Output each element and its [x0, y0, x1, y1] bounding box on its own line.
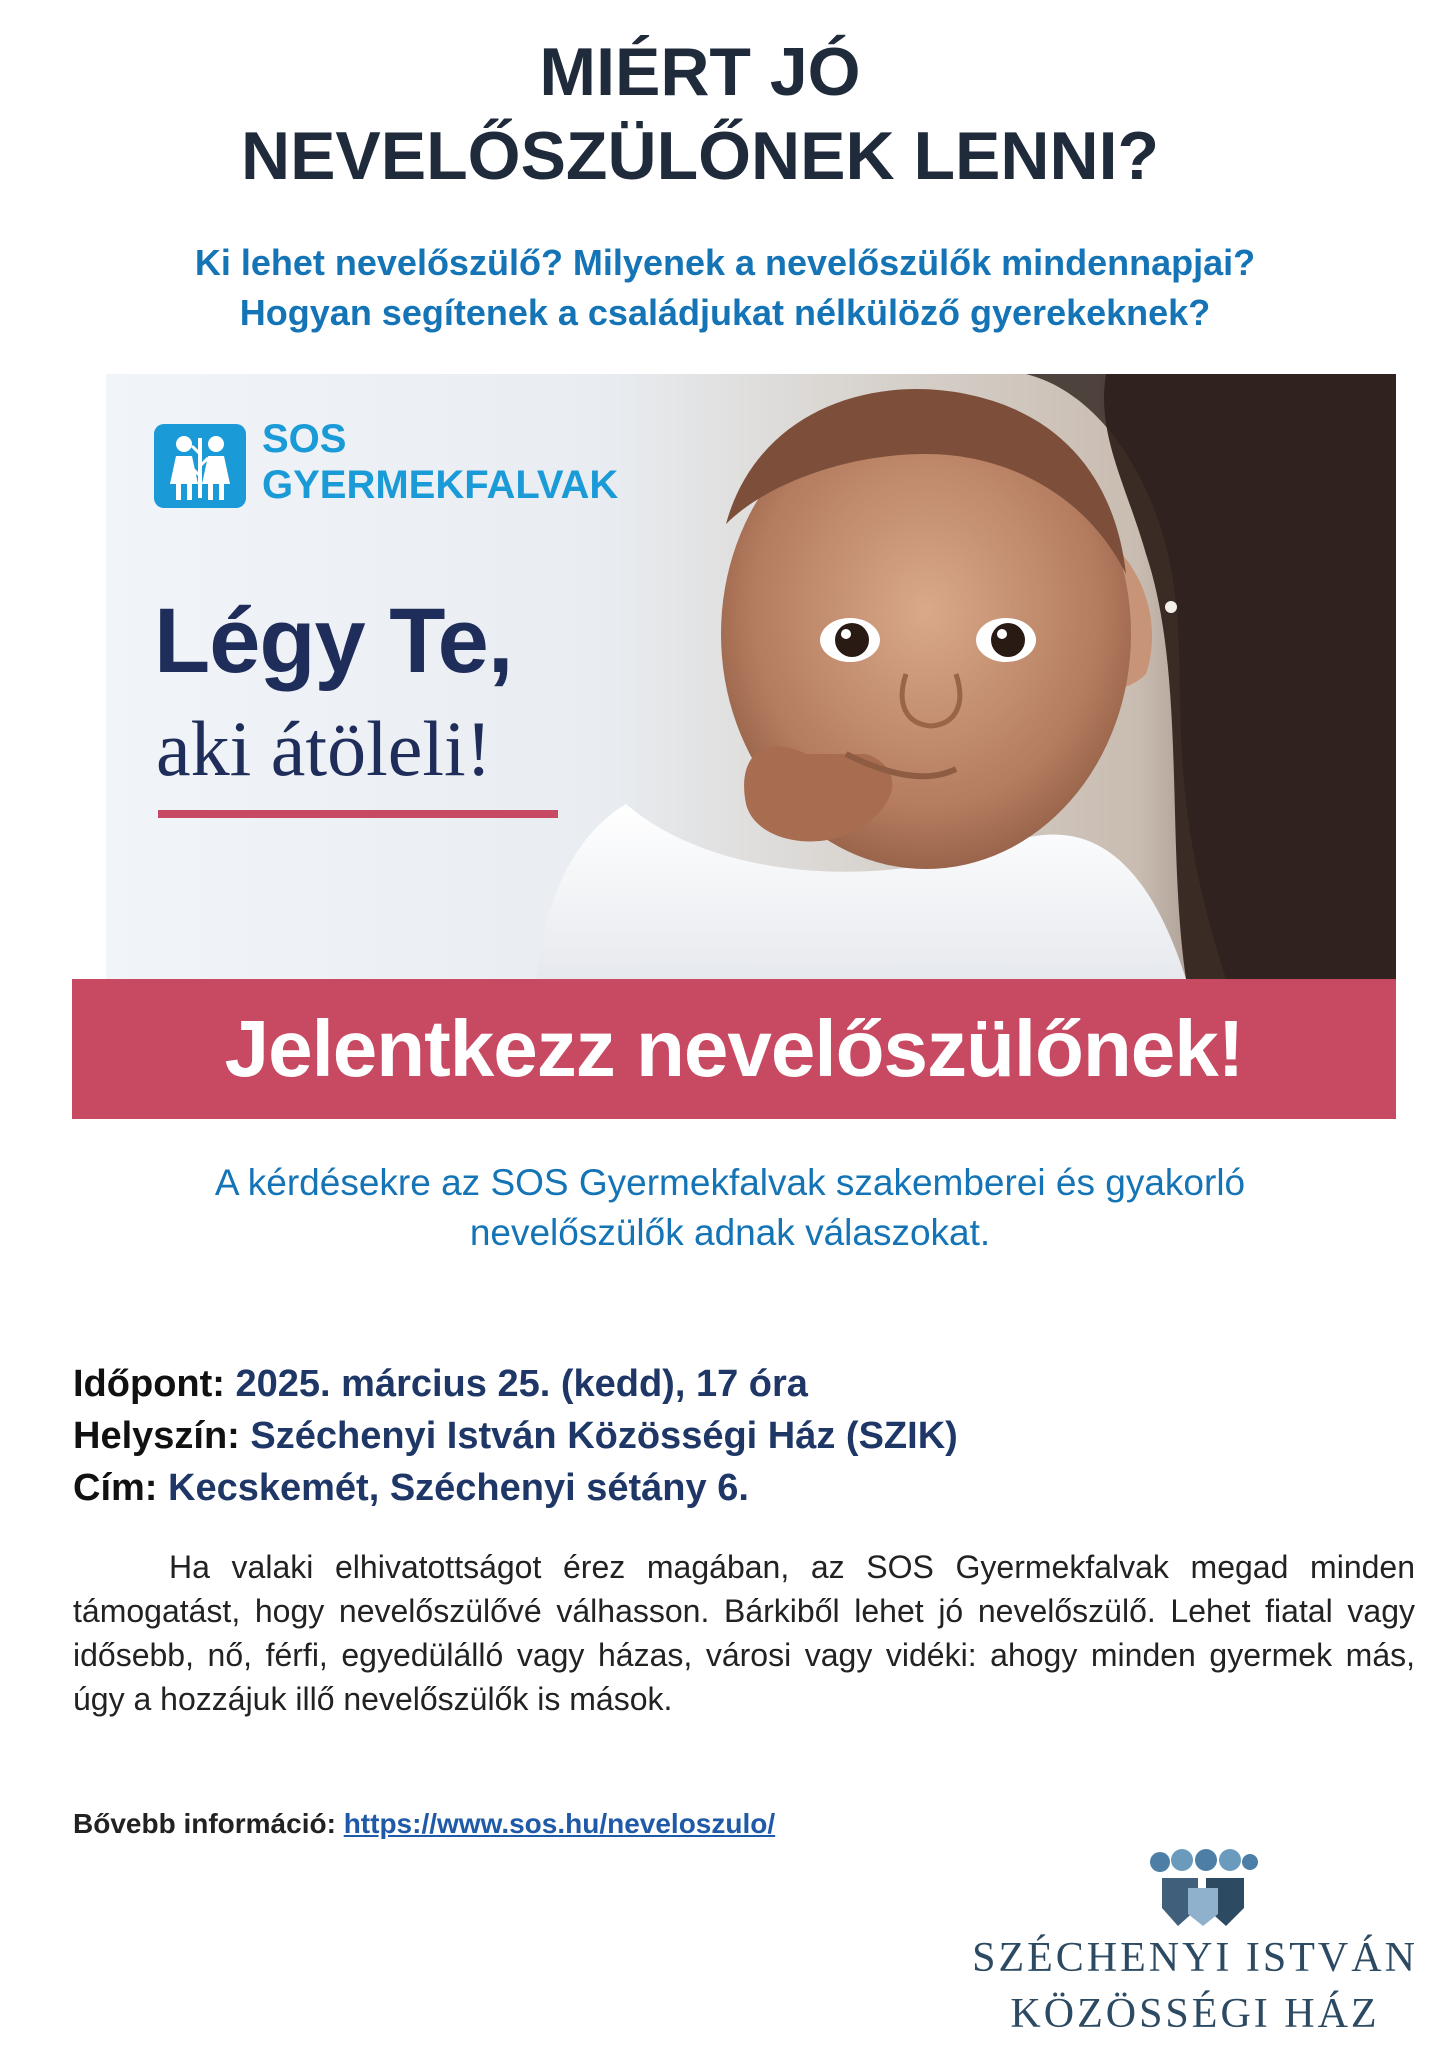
more-info-link[interactable]: https://www.sos.hu/neveloszulo/: [343, 1808, 776, 1839]
title-line-1: MIÉRT JÓ: [539, 34, 861, 110]
page-title: [0, 30, 1400, 198]
place-label: Helyszín:: [73, 1415, 240, 1457]
sos-logo-text: [262, 416, 618, 508]
szik-line-1: SZÉCHENYI ISTVÁN: [972, 1935, 1418, 1981]
szik-logo-icon: [1148, 1848, 1258, 1928]
time-label: Időpont:: [73, 1363, 225, 1405]
sos-logo-line-1: SOS: [262, 417, 347, 461]
time-value: 2025. március 25. (kedd), 17 óra: [235, 1363, 808, 1405]
szik-line-2: KÖZÖSSÉGI HÁZ: [1010, 1991, 1380, 2037]
address-row: [73, 1462, 958, 1514]
more-info-label: Bővebb információ:: [73, 1808, 336, 1839]
slogan-line-2: aki átöleli!: [156, 705, 492, 792]
answer-line-2: nevelőszülők adnak válaszokat.: [469, 1212, 991, 1253]
event-info: [73, 1358, 958, 1514]
slogan-underline: [158, 810, 558, 818]
title-line-2: NEVELŐSZÜLŐNEK LENNI?: [240, 118, 1160, 194]
subtitle: [60, 238, 1390, 338]
szik-logo-text: [960, 1930, 1430, 2042]
more-info: [73, 1808, 775, 1840]
cta-banner: Jelentkezz nevelőszülőnek!: [72, 979, 1396, 1119]
description-paragraph: Ha valaki elhivatottságot érez magában, az SOS Gyermekfalvak megad minden támogatást, hogy nevelőszülővé válhasson. Bárkiből lehet jó nevelőszülő. Lehet fiatal vagy idősebb, nő, férfi, egyedülálló vagy házas, városi vagy vidéki: ahogy minden gyermek más, úgy a hozzájuk illő nevelőszülők is mások.: [73, 1549, 1415, 1717]
sos-logo-icon: [154, 424, 246, 508]
subtitle-line-1: Ki lehet nevelőszülő? Milyenek a nevelőszülők mindennapjai?: [194, 242, 1256, 283]
address-label: Cím:: [73, 1467, 158, 1509]
subtitle-line-2: Hogyan segítenek a családjukat nélkülöző gyerekeknek?: [239, 292, 1211, 333]
answer-text: [80, 1158, 1380, 1258]
address-value: Kecskemét, Széchenyi sétány 6.: [168, 1467, 749, 1509]
baby-photo: [106, 374, 1396, 979]
campaign-banner: [72, 374, 1396, 1119]
answer-line-1: A kérdésekre az SOS Gyermekfalvak szakemberei és gyakorló: [214, 1162, 1246, 1203]
place-row: [73, 1410, 958, 1462]
sos-logo-line-2: GYERMEKFALVAK: [262, 463, 619, 507]
place-value: Széchenyi István Közösségi Ház (SZIK): [250, 1415, 958, 1457]
time-row: [73, 1358, 958, 1410]
slogan-line-1: Légy Te,: [154, 590, 513, 692]
